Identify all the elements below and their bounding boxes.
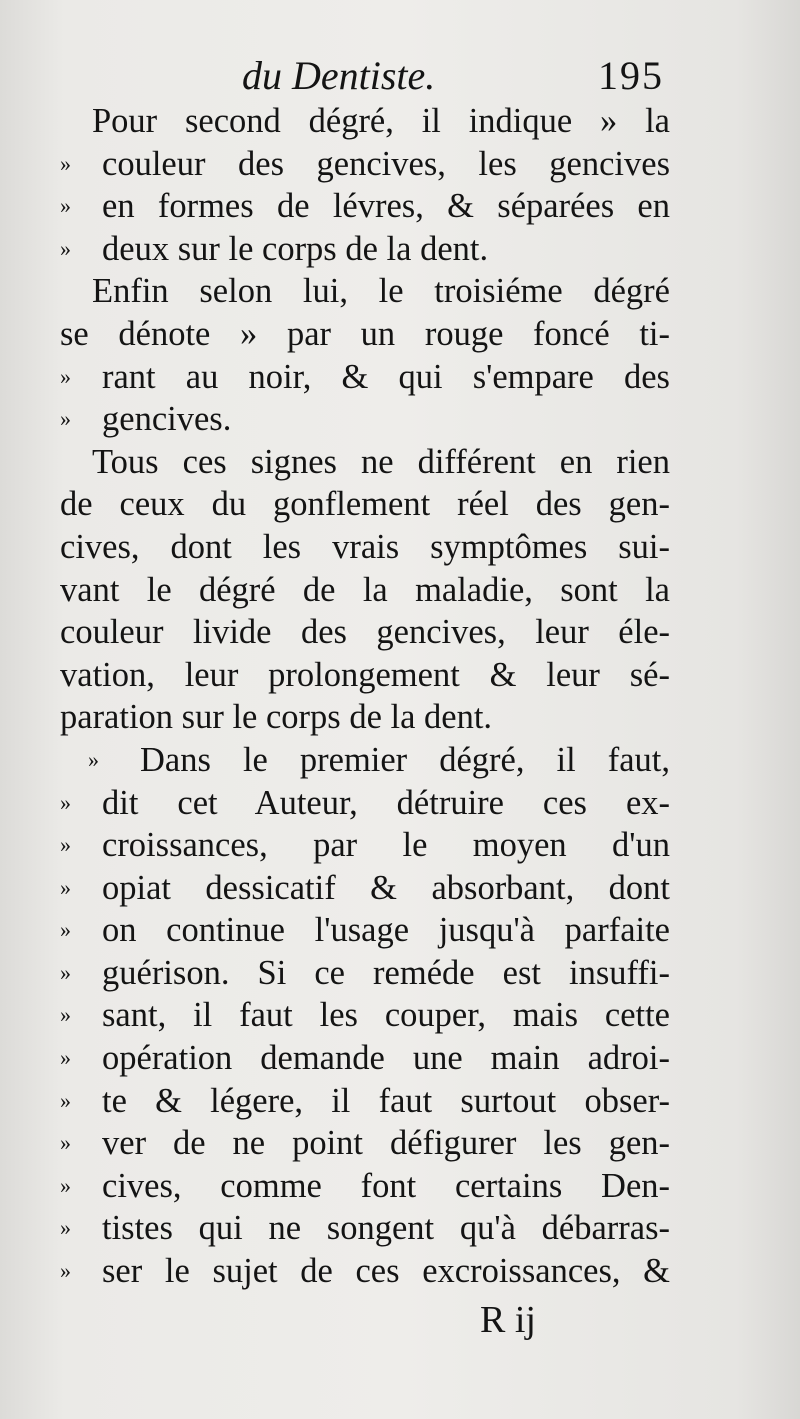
page-number: 195 [598, 53, 664, 98]
line-text: couleur des gencives, les gencives [102, 144, 670, 183]
text-line [60, 867, 670, 910]
line-text: Dans le premier dégré, il faut, [140, 740, 670, 779]
text-line [60, 185, 670, 228]
text-line [60, 228, 670, 271]
text-line [60, 994, 670, 1037]
quote-mark: » [60, 363, 71, 389]
line-text: en formes de lévres, & séparées en [102, 187, 670, 226]
quote-mark: » [60, 959, 71, 985]
line-text: cives, dont les vrais symptômes sui- [60, 527, 670, 566]
quote-mark: » [60, 874, 71, 900]
quote-mark: » [60, 406, 71, 432]
text-line [60, 441, 670, 484]
line-text: guérison. Si ce reméde est insuffi- [102, 953, 670, 992]
line-text: tistes qui ne songent qu'à débarras- [102, 1209, 670, 1248]
text-line [60, 824, 670, 867]
line-text: croissances, par le moyen d'un [102, 826, 670, 865]
quote-mark: » [60, 193, 71, 219]
quote-mark: » [60, 1172, 71, 1198]
line-text: couleur livide des gencives, leur éle- [60, 613, 670, 652]
quote-mark: » [60, 150, 71, 176]
quote-mark: » [60, 235, 71, 261]
line-text: ver de ne point défigurer les gen- [102, 1124, 670, 1163]
text-line [60, 654, 670, 697]
text-line [60, 398, 670, 441]
line-text: rant au noir, & qui s'empare des [102, 357, 670, 396]
line-text: de ceux du gonflement réel des gen- [60, 485, 670, 524]
quote-mark: » [60, 1258, 71, 1284]
body-text [60, 100, 670, 1293]
quote-mark: » [88, 746, 99, 772]
line-text: se dénote » par un rouge foncé ti- [60, 314, 670, 353]
text-line [60, 483, 670, 526]
text-line [60, 1250, 670, 1293]
quote-mark: » [60, 1215, 71, 1241]
line-text: gencives. [102, 400, 232, 439]
text-line [60, 1207, 670, 1250]
line-text: on continue l'usage jusqu'à parfaite [102, 911, 670, 950]
text-line [60, 313, 670, 356]
text-line [60, 569, 670, 612]
text-line [60, 696, 670, 739]
line-text: vant le dégré de la maladie, sont la [60, 570, 670, 609]
text-line [60, 270, 670, 313]
line-text: Pour second dégré, il indique » la [92, 102, 670, 140]
line-text: Tous ces signes ne différent en rien [92, 442, 670, 481]
text-line [60, 143, 670, 186]
text-line [60, 952, 670, 995]
line-text: te & légere, il faut surtout obser- [102, 1081, 670, 1120]
line-text: sant, il faut les couper, mais cette [102, 996, 670, 1035]
text-line [60, 1122, 670, 1165]
line-text: dit cet Auteur, détruire ces ex- [102, 783, 670, 822]
text-line [60, 739, 670, 782]
line-text: opiat dessicatif & absorbant, dont [102, 868, 670, 907]
line-text: Enfin selon lui, le troisiéme dégré [92, 272, 670, 311]
text-line [60, 526, 670, 569]
quote-mark: » [60, 1130, 71, 1156]
line-text: opération demande une main adroi- [102, 1039, 670, 1078]
quote-mark: » [60, 1002, 71, 1028]
line-text: ser le sujet de ces excroissances, & [102, 1252, 670, 1291]
text-line [60, 1080, 670, 1123]
text-line [60, 611, 670, 654]
quote-mark: » [60, 917, 71, 943]
text-line [60, 100, 670, 143]
line-text: cives, comme font certains Den- [102, 1166, 670, 1205]
quote-mark: » [60, 1045, 71, 1071]
line-text: vation, leur prolongement & leur sé- [60, 655, 670, 694]
text-line [60, 909, 670, 952]
text-line [60, 1037, 670, 1080]
quote-mark: » [60, 1087, 71, 1113]
line-text: deux sur le corps de la dent. [102, 229, 489, 268]
text-line [60, 356, 670, 399]
page-header [60, 52, 672, 102]
signature-mark: R ij [480, 1299, 536, 1341]
quote-mark: » [60, 832, 71, 858]
text-line [60, 782, 670, 825]
running-title: du Dentiste. [242, 53, 436, 98]
text-line [60, 1165, 670, 1208]
quote-mark: » [60, 789, 71, 815]
line-text: paration sur le corps de la dent. [60, 698, 493, 737]
